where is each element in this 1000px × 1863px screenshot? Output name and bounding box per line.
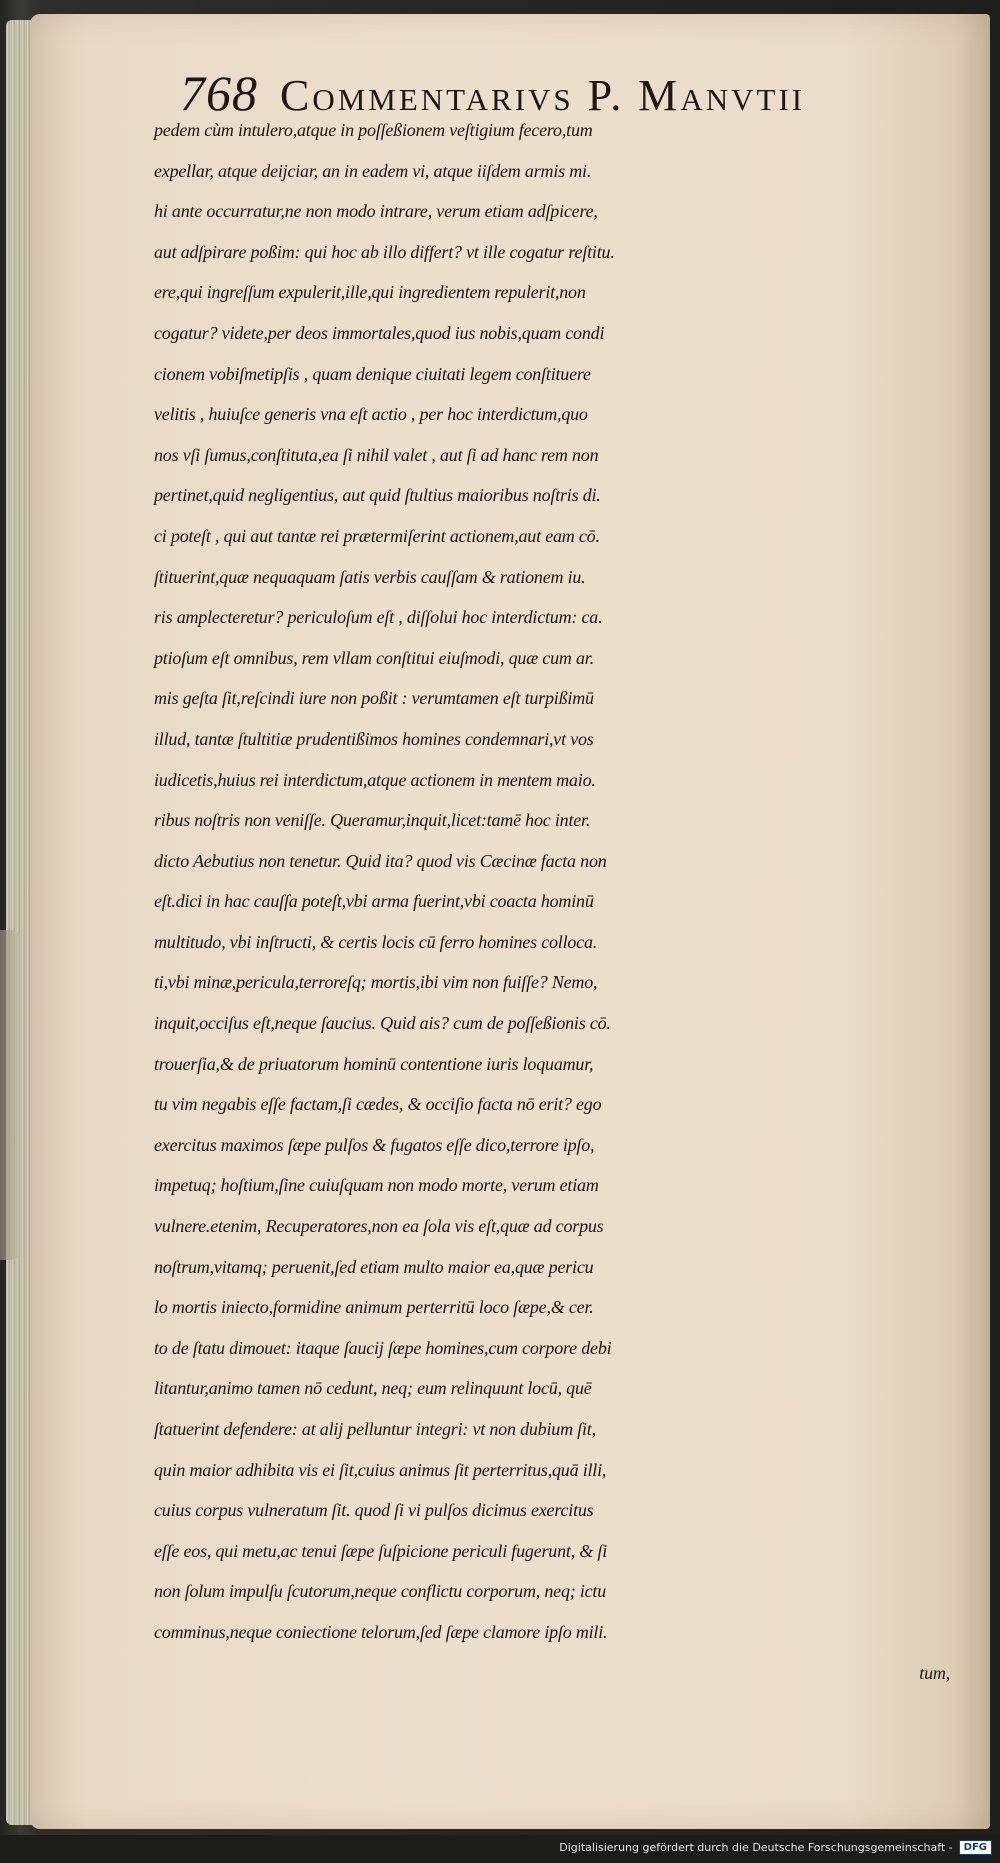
text-line: ris amplecteretur? periculoſum eſt , diſſolui hoc interdictum: ca. [154, 607, 603, 628]
text-line: ci poteſt , qui aut tantæ rei prætermiſerint actionem,aut eam cō. [154, 525, 600, 546]
text-line: pertinet,quid negligentius, aut quid ſtultius maioribus noſtris di. [154, 485, 601, 506]
text-line: ſtituerint,quæ nequaquam ſatis verbis cauſſam & rationem iu. [154, 566, 586, 587]
text-line: vulnere.etenim, Recuperatores,non ea ſola vis eſt,quæ ad corpus [154, 1216, 604, 1237]
text-line: mis geſta ſit,reſcindi iure non poßit : verumtamen eſt turpißimū [154, 688, 594, 709]
text-line: ere,qui ingreſſum expulerit,ille,qui ingredientem repulerit,non [154, 282, 586, 303]
book-clasp [0, 930, 22, 1260]
text-line: cionem vobiſmetipſis , quam denique ciuitati legem conſtituere [154, 363, 591, 384]
digitization-credit [559, 1835, 992, 1859]
text-line: eſt.dici in hac cauſſa poteſt,vbi arma fuerint,vbi coacta hominū [154, 891, 594, 912]
text-line: ſtatuerint defendere: at alij pelluntur integri: vt non dubium ſit, [154, 1419, 596, 1439]
text-line: expellar, atque deijciar, an in eadem vi, atque iiſdem armis mi. [154, 160, 592, 181]
text-line: exercitus maximos ſæpe pulſos & fugatos eſſe dico,terrore ipſo, [154, 1134, 595, 1155]
text-line: pedem cùm intulero,atque in poſſeßionem veſtigium fecero,tum [154, 120, 593, 140]
dfg-logo: DFG [959, 1840, 992, 1855]
running-head: Commentarivs P. Manvtii [280, 71, 806, 120]
text-line: ribus noſtris non veniſſe. Queramur,inquit,licet:tamē hoc inter. [154, 810, 591, 831]
page-number: 768 [180, 65, 258, 121]
text-line: cuius corpus vulneratum ſit. quod ſi vi pulſos dicimus exercitus [154, 1500, 594, 1521]
text-line: eſſe eos, qui metu,ac tenui ſæpe ſuſpicione periculi fugerunt, & ſi [154, 1540, 608, 1561]
text-line: trouerſia,& de priuatorum hominū contentione iuris loquamur, [154, 1053, 594, 1074]
text-line: comminus,neque coniectione telorum,ſed ſæpe clamore ipſo mili. [154, 1621, 608, 1642]
text-line: iudicetis,huius rei interdictum,atque actionem in mentem maio. [154, 769, 596, 790]
text-line: inquit,occiſus eſt,neque ſaucius. Quid ais? cum de poſſeßionis cō. [154, 1013, 611, 1034]
catchword: tum, [919, 1662, 950, 1683]
text-line: hi ante occurratur,ne non modo intrare, verum etiam adſpicere, [154, 201, 598, 222]
text-line: impetuq; hoſtium,ſine cuiuſquam non modo morte, verum etiam [154, 1175, 599, 1196]
text-line: noſtrum,vitamq; peruenit,ſed etiam multo maior ea,quæ pericu [154, 1256, 594, 1277]
text-line: non ſolum impulſu ſcutorum,neque conflictu corporum, neq; ictu [154, 1581, 607, 1602]
text-line: tu vim negabis eſſe factam,ſi cædes, & occiſio facta nō erit? ego [154, 1094, 602, 1115]
text-line: cogatur? videte,per deos immortales,quod ius nobis,quam condi [154, 322, 605, 343]
text-line: illud, tantæ ſtultitiæ prudentißimos homines condemnari,vt vos [154, 728, 594, 749]
credit-text: Digitalisierung gefördert durch die Deutsche Forschungsgemeinschaft - [559, 1840, 953, 1854]
text-line: multitudo, vbi inſtructi, & certis locis cū ferro homines colloca. [154, 931, 598, 952]
text-line: to de ſtatu dimouet: itaque ſaucij ſæpe homines,cum corpore debi [154, 1337, 612, 1358]
text-line: litantur,animo tamen nō cedunt, neq; eum relinquunt locū, quē [154, 1378, 592, 1399]
text-line: dicto Aebutius non tenetur. Quid ita? quod vis Cæcinæ facta non [154, 850, 607, 871]
text-block [154, 110, 964, 1693]
text-line: lo mortis iniecto,formidine animum perterritū loco ſæpe,& cer. [154, 1297, 594, 1318]
text-line: nos vſi ſumus,conſtituta,ea ſi nihil valet , aut ſi ad hanc rem non [154, 444, 599, 465]
text-line: velitis , huiuſce generis vna eſt actio , per hoc interdictum,quo [154, 404, 588, 425]
text-line: ti,vbi minæ,pericula,terroreſq; mortis,ibi vim non fuiſſe? Nemo, [154, 972, 598, 993]
text-line: ptioſum eſt omnibus, rem vllam conſtitui eiuſmodi, quæ cum ar. [154, 647, 594, 668]
text-line: aut adſpirare poßim: qui hoc ab illo differt? vt ille cogatur reſtitu. [154, 241, 615, 262]
text-line: quin maior adhibita vis ei ſit,cuius animus ſit perterritus,quā illi, [154, 1459, 607, 1480]
